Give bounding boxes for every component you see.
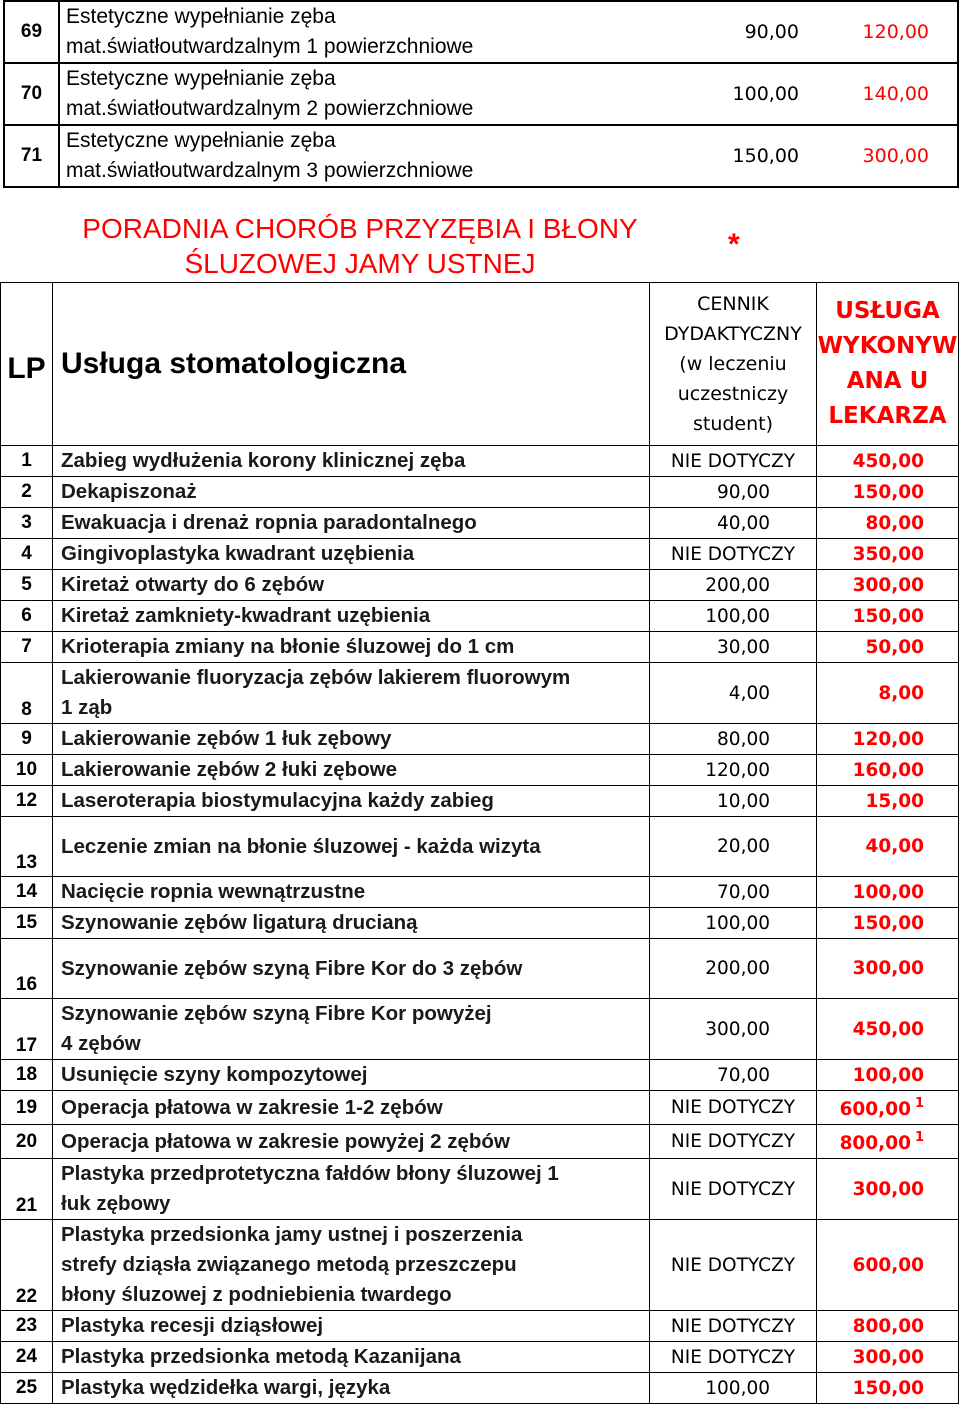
doctor-price [817,939,959,999]
doctor-price [817,508,959,539]
doctor-price [817,1311,959,1342]
doctor-price-value: 300,00 [852,1346,924,1368]
service-name [53,632,650,663]
service-name-line: strefy dziąsła związanego metodą przeszczepu [61,1253,517,1276]
doctor-price [817,446,959,477]
student-price: NIE DOTYCZY [650,539,817,570]
doctor-price [817,1342,959,1373]
row-number: 1 [1,446,53,477]
header-doctor-line: ANA U [846,368,929,394]
asterisk-note-marker: * [728,228,740,261]
doctor-price [817,908,959,939]
row-number: 9 [1,724,53,755]
service-name-line: Krioterapia zmiany na błonie śluzowej do 1 cm [61,635,515,658]
student-price: 80,00 [650,724,817,755]
row-number: 17 [1,999,53,1060]
table-row [1,508,959,539]
service-name-line: Nacięcie ropnia wewnątrzustne [61,880,366,903]
student-price: NIE DOTYCZY [650,1125,817,1159]
student-price: NIE DOTYCZY [650,1091,817,1125]
header-doctor-price [817,283,959,446]
row-number: 10 [1,755,53,786]
doctor-price-value: 350,00 [852,543,924,565]
doctor-price [817,570,959,601]
table-row [1,570,959,601]
row-number: 25 [1,1373,53,1404]
table-header-row [1,283,959,446]
doctor-price [817,601,959,632]
service-name [53,539,650,570]
table-row [1,1220,959,1311]
table-row [1,1373,959,1404]
student-price: NIE DOTYCZY [650,1311,817,1342]
doctor-price [817,477,959,508]
row-number: 18 [1,1060,53,1091]
service-name [53,999,650,1060]
row-number: 7 [1,632,53,663]
row-number: 2 [1,477,53,508]
row-number: 20 [1,1125,53,1159]
table-row [1,724,959,755]
header-doctor-line: LEKARZA [828,403,947,429]
service-name-line: Estetyczne wypełnianie zęba [66,67,336,90]
student-price: NIE DOTYCZY [650,1159,817,1220]
doctor-price-value: 150,00 [852,605,924,627]
doctor-price [817,999,959,1060]
service-name [53,724,650,755]
student-price: 200,00 [650,939,817,999]
top-table-row [4,63,958,125]
header-student-price [650,283,817,446]
top-table-row [4,125,958,187]
doctor-price [817,786,959,817]
row-number: 14 [1,877,53,908]
row-number: 12 [1,786,53,817]
doctor-price-value: 8,00 [878,682,924,704]
table-row [1,817,959,877]
service-name-line: Estetyczne wypełnianie zęba [66,5,336,28]
doctor-price-value: 100,00 [852,881,924,903]
row-number: 6 [1,601,53,632]
service-name-line: Lakierowanie zębów 1 łuk zębowy [61,727,392,750]
student-price: NIE DOTYCZY [650,1342,817,1373]
doctor-price-value: 150,00 [852,1377,924,1399]
doctor-price [817,1125,959,1159]
table-row [1,1125,959,1159]
row-number: 23 [1,1311,53,1342]
table-row [1,446,959,477]
doctor-price: 120,00 [862,21,929,43]
row-number: 69 [4,1,59,63]
service-name-line: Dekapiszonaż [61,480,197,503]
service-name-line: łuk zębowy [61,1192,171,1215]
header-student-line: CENNIK [697,293,769,315]
table-row [1,755,959,786]
service-name [53,663,650,724]
student-price: 70,00 [650,877,817,908]
table-row [1,1091,959,1125]
price-wrap [617,2,957,62]
row-number: 4 [1,539,53,570]
table-row [1,1342,959,1373]
service-name [59,125,617,187]
service-name-line: 1 ząb [61,696,113,719]
doctor-price [817,1159,959,1220]
doctor-price-value: 120,00 [852,728,924,750]
top-table-row [4,1,958,63]
section-title-line2: ŚLUZOWEJ JAMY USTNEJ [184,248,536,279]
doctor-price: 140,00 [862,83,929,105]
service-name [59,63,617,125]
header-lp: LP [1,283,53,446]
service-name-line: Estetyczne wypełnianie zęba [66,129,336,152]
row-number: 22 [1,1220,53,1311]
service-name [53,601,650,632]
doctor-price-value: 100,00 [852,1064,924,1086]
header-service: Usługa stomatologiczna [53,283,650,446]
section-title [55,211,665,281]
student-price: NIE DOTYCZY [650,1220,817,1311]
header-doctor-line: WYKONYW [817,333,958,359]
row-number: 70 [4,63,59,125]
doctor-price [817,724,959,755]
student-price: 150,00 [732,145,799,167]
table-row [1,477,959,508]
price-cell [617,63,958,125]
service-name [53,508,650,539]
service-name [53,786,650,817]
header-student-line: DYDAKTYCZNY [664,323,802,345]
doctor-price-value: 300,00 [852,1178,924,1200]
table-row [1,663,959,724]
doctor-price-value: 800,00 [839,1132,911,1154]
service-name-line: mat.światłoutwardzalnym 1 powierzchniowe [66,35,474,58]
footnote-marker: 1 [914,1095,924,1111]
doctor-price-value: 450,00 [852,450,924,472]
doctor-price [817,1060,959,1091]
doctor-price-value: 150,00 [852,481,924,503]
service-name-line: Gingivoplastyka kwadrant uzębienia [61,542,415,565]
service-name [53,1311,650,1342]
top-price-table [3,0,959,188]
service-name-line: Lakierowanie fluoryzacja zębów lakierem fluorowym [61,666,571,689]
student-price: 90,00 [650,477,817,508]
student-price: 90,00 [744,21,799,43]
service-name [59,1,617,63]
section-title-line1: PORADNIA CHORÓB PRZYZĘBIA I BŁONY [82,213,638,244]
doctor-price-value: 800,00 [852,1315,924,1337]
student-price: 30,00 [650,632,817,663]
doctor-price: 300,00 [862,145,929,167]
row-number: 3 [1,508,53,539]
service-name-line: mat.światłoutwardzalnym 2 powierzchniowe [66,97,474,120]
table-row [1,877,959,908]
service-name-line: Plastyka przedsionka jamy ustnej i poszerzenia [61,1223,523,1246]
service-name-line: mat.światłoutwardzalnym 3 powierzchniowe [66,159,474,182]
table-row [1,999,959,1060]
student-price: 200,00 [650,570,817,601]
table-row [1,1159,959,1220]
service-name-line: Szynowanie zębów szyną Fibre Kor powyżej [61,1002,492,1025]
row-number: 8 [1,663,53,724]
doctor-price-value: 300,00 [852,958,924,979]
row-number: 24 [1,1342,53,1373]
doctor-price [817,539,959,570]
table-row [1,1311,959,1342]
header-student-line: (w leczeniu [679,353,787,375]
service-name-line: Plastyka przedprotetyczna fałdów błony śluzowej 1 [61,1162,559,1185]
doctor-price [817,817,959,877]
service-name-line: Laseroterapia biostymulacyjna każdy zabieg [61,789,494,812]
student-price: 100,00 [650,601,817,632]
header-student-line: uczestniczy [677,383,789,405]
student-price: 20,00 [650,817,817,877]
price-cell [617,1,958,63]
student-price: 120,00 [650,755,817,786]
service-name [53,908,650,939]
student-price: 4,00 [650,663,817,724]
row-number: 15 [1,908,53,939]
service-name-line: Operacja płatowa w zakresie powyżej 2 zębów [61,1129,510,1153]
table-row [1,632,959,663]
service-name [53,1125,650,1159]
table-row [1,939,959,999]
doctor-price-value: 450,00 [852,1018,924,1040]
doctor-price-value: 160,00 [852,759,924,781]
service-name-line: Zabieg wydłużenia korony klinicznej zęba [61,449,466,472]
service-name-line: Plastyka wędzidełka wargi, języka [61,1376,391,1399]
doctor-price [817,663,959,724]
service-name-line: Plastyka przedsionka metodą Kazanijana [61,1345,461,1368]
doctor-price-value: 40,00 [865,836,924,857]
header-student-line: student) [692,413,774,435]
row-number: 71 [4,125,59,187]
service-name [53,817,650,877]
row-number: 21 [1,1159,53,1220]
service-name [53,1373,650,1404]
student-price: NIE DOTYCZY [650,446,817,477]
service-name [53,1091,650,1125]
service-name [53,939,650,999]
service-name-line: Kiretaż otwarty do 6 zębów [61,573,325,596]
service-name [53,1159,650,1220]
doctor-price-value: 600,00 [852,1254,924,1276]
doctor-price-value: 300,00 [852,574,924,596]
service-name-line: Usunięcie szyny kompozytowej [61,1063,368,1086]
service-name [53,1060,650,1091]
service-name [53,446,650,477]
table-row [1,908,959,939]
doctor-price [817,755,959,786]
student-price: 100,00 [650,1373,817,1404]
service-name-line: Ewakuacja i drenaż ropnia paradontalnego [61,511,477,534]
table-row [1,1060,959,1091]
doctor-price [817,1220,959,1311]
service-name-line: Operacja płatowa w zakresie 1-2 zębów [61,1095,443,1119]
service-name-line: błony śluzowej z podniebienia twardego [61,1283,452,1306]
doctor-price-value: 80,00 [865,512,924,534]
doctor-price [817,1091,959,1125]
student-price: 100,00 [650,908,817,939]
periodontal-price-table [0,282,959,1404]
price-wrap [617,126,957,186]
footnote-marker: 1 [914,1129,924,1145]
service-name-line: Szynowanie zębów szyną Fibre Kor do 3 zębów [61,956,523,980]
doctor-price-value: 15,00 [865,790,924,812]
doctor-price-value: 600,00 [839,1098,911,1120]
doctor-price [817,1373,959,1404]
price-wrap [617,64,957,124]
row-number: 16 [1,939,53,999]
service-name [53,570,650,601]
service-name [53,877,650,908]
service-name-line: 4 zębów [61,1032,141,1055]
service-name-line: Plastyka recesji dziąsłowej [61,1314,324,1337]
doctor-price-value: 50,00 [865,636,924,658]
student-price: 100,00 [732,83,799,105]
table-row [1,601,959,632]
service-name-line: Kiretaż zamkniety-kwadrant uzębienia [61,604,431,627]
header-doctor-line: USŁUGA [835,298,940,324]
service-name [53,477,650,508]
row-number: 5 [1,570,53,601]
service-name-line: Lakierowanie zębów 2 łuki zębowe [61,758,398,781]
service-name-line: Szynowanie zębów ligaturą drucianą [61,911,418,934]
student-price: 70,00 [650,1060,817,1091]
service-name-line: Leczenie zmian na błonie śluzowej - każda wizyta [61,834,541,858]
student-price: 300,00 [650,999,817,1060]
student-price: 10,00 [650,786,817,817]
student-price: 40,00 [650,508,817,539]
service-name [53,755,650,786]
row-number: 13 [1,817,53,877]
price-cell [617,125,958,187]
doctor-price-value: 150,00 [852,912,924,934]
doctor-price [817,632,959,663]
service-name [53,1342,650,1373]
doctor-price [817,877,959,908]
table-row [1,539,959,570]
row-number: 19 [1,1091,53,1125]
service-name [53,1220,650,1311]
table-row [1,786,959,817]
